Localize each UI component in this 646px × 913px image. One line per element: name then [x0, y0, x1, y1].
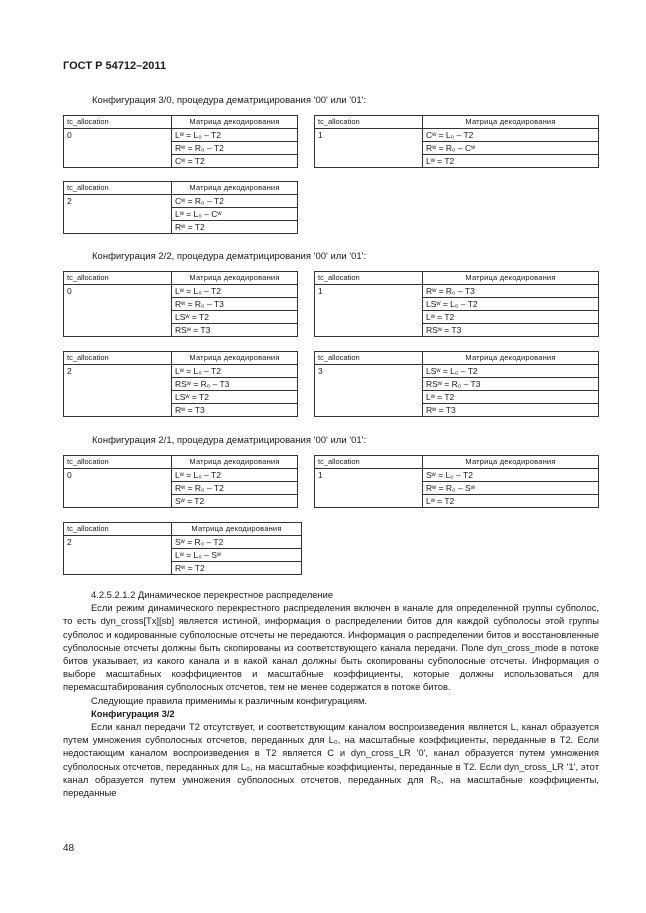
key-cell: 2: [64, 365, 172, 417]
matrix-row: Cʷ = R₀ – T2: [172, 195, 298, 208]
col-key-header: tc_allocation: [64, 272, 172, 285]
col-key-header: tc_allocation: [315, 272, 423, 285]
key-cell: 1: [315, 285, 423, 337]
matrix-row: Rʷ = T2: [172, 221, 298, 234]
col-key-header: tc_allocation: [315, 116, 423, 129]
col-matrix-header: Матрица декодирования: [423, 352, 599, 365]
col-key-header: tc_allocation: [315, 456, 423, 469]
key-cell: 0: [64, 285, 172, 337]
col-key-header: tc_allocation: [64, 456, 172, 469]
matrix-row: Rʷ = T2: [172, 562, 302, 575]
paragraph-dynamic-cross: Если режим динамического перекрестного распределения включен в канале для определенной группы субполос, то есть dyn_cross[Tx][sb] является истиной, информация о распределении битов для каждой субполосы этой группы субполос и кодированные субполосные отсчеты не передаются. Информация о распределении битов и восстановленные субполосные отсчеты должны быть скопированы из соответствующего канала передачи. Поле dyn_cross_mode в потоке битов указывает, из какого канала и в какой канал должны быть скопированы субполосные отсчеты. Информация о выборе масштабных коэффициентов и масштабные коэффициенты, которые должны использоваться для перемасштабирования субполосных отсчетов, тем не менее содержатся в потоке битов.: [63, 602, 599, 693]
col-key-header: tc_allocation: [64, 352, 172, 365]
paragraph-config-3-2: Если канал передачи T2 отсутствует, и соответствующим каналом воспроизведения является L, канал образуется путем умножения субполосных отсчетов, переданных для L₀, на масштабные коэффициенты, переданные в T2. Если недостающим каналом воспроизведения в T2 является C и dyn_cross_LR '0', канал образуется путем умножения субполосных отсчетов, переданных для L₀, на масштабные коэффициенты, переданные в T2. Если dyn_cross_LR '1', этот канал образуется путем умножения субполосных отсчетов, переданных для R₀, на масштабные коэффициенты, переданные: [63, 721, 599, 799]
col-matrix-header: Матрица декодирования: [423, 272, 599, 285]
col-matrix-header: Матрица декодирования: [172, 182, 298, 195]
matrix-row: Rʷ = R₀ – T3: [172, 298, 298, 311]
col-matrix-header: Матрица декодирования: [423, 456, 599, 469]
decode-table-2-2-key-3: [314, 351, 599, 417]
key-cell: 0: [64, 129, 172, 168]
decode-table-2-1-key-2: [63, 522, 302, 575]
decode-table-2-2-key-0: [63, 271, 298, 337]
decode-table-3-0-key-1: [314, 115, 599, 168]
matrix-row: Lʷ = L₀ – Cʷ: [172, 208, 298, 221]
key-cell: 1: [315, 469, 423, 508]
matrix-row: Lʷ = L₀ – T2: [172, 469, 298, 482]
key-cell: 0: [64, 469, 172, 508]
col-key-header: tc_allocation: [64, 116, 172, 129]
matrix-row: Lʷ = T2: [423, 495, 599, 508]
section-caption-2-2: Конфигурация 2/2, процедура дематрицирования '00' или '01':: [92, 251, 367, 262]
col-matrix-header: Матрица декодирования: [172, 272, 298, 285]
matrix-row: RSʷ = T3: [423, 324, 599, 337]
matrix-row: RSʷ = R₀ – T3: [172, 378, 298, 391]
matrix-row: RSʷ = R₀ – T3: [423, 378, 599, 391]
matrix-row: Lʷ = T2: [423, 155, 599, 168]
matrix-row: Lʷ = L₀ – Sʷ: [172, 549, 302, 562]
matrix-row: LSʷ = T2: [172, 311, 298, 324]
matrix-row: Rʷ = R₀ – Cʷ: [423, 142, 599, 155]
matrix-row: LSʷ = T2: [172, 391, 298, 404]
decode-table-2-1-key-0: [63, 455, 298, 508]
body-text: [63, 588, 599, 799]
decode-table-3-0-key-0: [63, 115, 298, 168]
decode-table-3-0-key-2: [63, 181, 298, 234]
col-key-header: tc_allocation: [64, 523, 172, 536]
matrix-row: Rʷ = T3: [172, 404, 298, 417]
matrix-row: Lʷ = T2: [423, 391, 599, 404]
config-heading-3-2: Конфигурация 3/2: [91, 707, 175, 719]
decode-table-2-2-key-1: [314, 271, 599, 337]
subsection-heading: 4.2.5.2.1.2 Динамическое перекрестное распределение: [91, 589, 334, 600]
key-cell: 1: [315, 129, 423, 168]
matrix-row: LSʷ = L₀ – T2: [423, 365, 599, 378]
page-number: 48: [63, 843, 75, 854]
key-cell: 2: [64, 195, 172, 234]
matrix-row: Sʷ = R₀ – T2: [172, 536, 302, 549]
section-caption-2-1: Конфигурация 2/1, процедура дематрицирования '00' или '01':: [92, 435, 367, 446]
col-matrix-header: Матрица декодирования: [423, 116, 599, 129]
col-matrix-header: Матрица декодирования: [172, 456, 298, 469]
matrix-row: Lʷ = L₀ – T2: [172, 129, 298, 142]
matrix-row: Sʷ = L₀ – T2: [423, 469, 599, 482]
matrix-row: Lʷ = L₀ – T2: [172, 285, 298, 298]
matrix-row: Rʷ = R₀ – T2: [172, 482, 298, 495]
paragraph-rules: Следующие правила применимы к различным конфигурациям.: [91, 694, 368, 706]
matrix-row: Lʷ = T2: [423, 311, 599, 324]
col-matrix-header: Матрица декодирования: [172, 116, 298, 129]
matrix-row: Cʷ = T2: [172, 155, 298, 168]
section-caption-3-0: Конфигурация 3/0, процедура дематрицирования '00' или '01':: [92, 95, 367, 106]
key-cell: 2: [64, 536, 172, 575]
col-matrix-header: Матрица декодирования: [172, 352, 298, 365]
matrix-row: Cʷ = L₀ – T2: [423, 129, 599, 142]
matrix-row: Rʷ = R₀ – T3: [423, 285, 599, 298]
decode-table-2-2-key-2: [63, 351, 298, 417]
col-matrix-header: Матрица декодирования: [172, 523, 302, 536]
matrix-row: Sʷ = T2: [172, 495, 298, 508]
matrix-row: Rʷ = R₀ – Sʷ: [423, 482, 599, 495]
key-cell: 3: [315, 365, 423, 417]
document-header: ГОСТ Р 54712–2011: [63, 60, 167, 72]
col-key-header: tc_allocation: [315, 352, 423, 365]
matrix-row: Lʷ = L₀ – T2: [172, 365, 298, 378]
col-key-header: tc_allocation: [64, 182, 172, 195]
matrix-row: Rʷ = T3: [423, 404, 599, 417]
matrix-row: Rʷ = R₀ – T2: [172, 142, 298, 155]
matrix-row: LSʷ = L₀ – T2: [423, 298, 599, 311]
matrix-row: RSʷ = T3: [172, 324, 298, 337]
decode-table-2-1-key-1: [314, 455, 599, 508]
